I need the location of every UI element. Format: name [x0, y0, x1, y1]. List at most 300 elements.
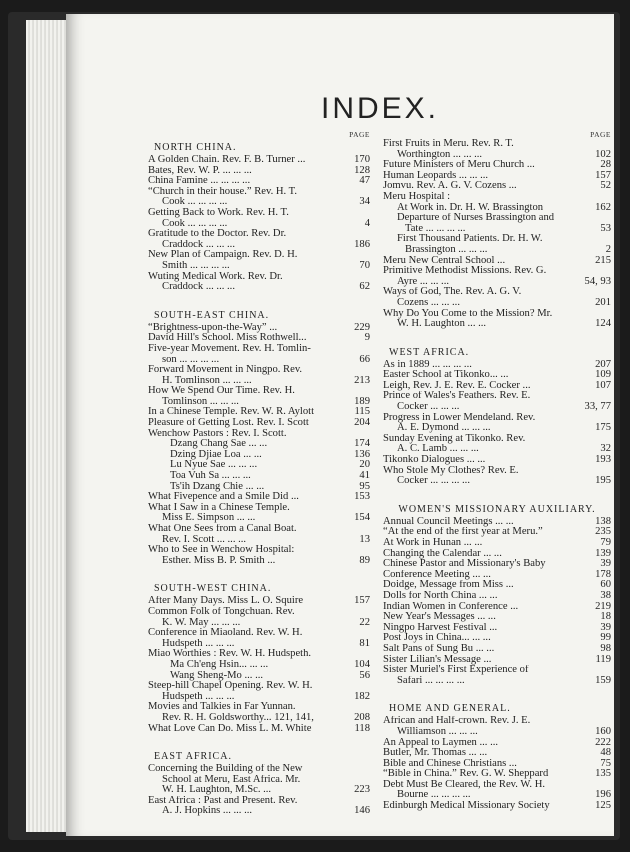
entry-title: Jomvu. Rev. A. G. V. Cozens ... [383, 181, 517, 192]
entry-title: Post Joys in China... ... ... [383, 633, 491, 644]
entry-page-number: 104 [354, 658, 370, 670]
index-entry [148, 649, 370, 660]
entry-page-number: 186 [354, 238, 370, 250]
index-entry [148, 197, 370, 208]
index-entry [383, 277, 611, 288]
section-spacer [383, 686, 611, 700]
entry-page-number: 48 [600, 747, 611, 759]
entry-title: Toa Vuh Sa ... ... ... [170, 471, 251, 482]
entry-title: Forward Movement in Ningpo. Rev. [148, 365, 303, 376]
entry-page-number: 9 [364, 332, 370, 344]
right-column [383, 130, 611, 812]
entry-title: New Plan of Campaign. Rev. D. H. [148, 250, 298, 261]
index-entry [148, 785, 370, 796]
index-entry [383, 759, 611, 770]
index-entry [148, 596, 370, 607]
index-entry [383, 623, 611, 634]
index-entry [383, 139, 611, 150]
entry-title: Miao Worthies : Rev. W. H. Hudspeth. [148, 649, 312, 660]
entry-page-number: 139 [595, 547, 611, 559]
entry-title: At Work in Hunan ... ... [383, 538, 483, 548]
entry-title: An Appeal to Laymen ... ... [383, 737, 499, 748]
entry-title: Who to See in Wenchow Hospital: [148, 545, 295, 556]
entry-title: What Love Can Do. Miss L. M. White [148, 723, 312, 734]
index-entry [148, 365, 370, 376]
index-entry [383, 570, 611, 581]
entry-title: W. H. Laughton ... ... [397, 319, 487, 330]
entry-title: Cook ... ... ... ... [162, 197, 228, 208]
entry-page-number: 102 [595, 148, 611, 160]
entry-page-number: 62 [359, 281, 370, 293]
index-entry [383, 444, 611, 455]
entry-title: Conference in Miaoland. Rev. W. H. [148, 628, 303, 639]
entry-title: Safari ... ... ... ... [397, 675, 465, 686]
index-entry [383, 455, 611, 466]
entry-title: Meru Hospital : [383, 191, 451, 202]
entry-title: Who Stole My Clothes? Rev. E. [383, 465, 519, 476]
entry-title: Ways of God, The. Rev. A. G. V. [383, 287, 522, 298]
entry-title: At Work in. Dr. H. W. Brassington [397, 202, 544, 213]
entry-page-number: 66 [359, 353, 370, 365]
index-entry [148, 513, 370, 524]
entry-title: First Thousand Patients. Dr. H. W. [397, 234, 543, 245]
index-entry [148, 764, 370, 775]
entry-page-number: 119 [595, 653, 611, 665]
entry-title: Smith ... ... ... ... [162, 260, 230, 271]
index-entry [148, 524, 370, 535]
entry-title: Rev. R. H. Goldsworthy... 121, 141, [162, 712, 314, 723]
entry-page-number: 229 [354, 321, 370, 333]
entry-title: Ts'ih Dzang Chie ... ... [170, 481, 265, 492]
page-column-label: PAGE [349, 130, 370, 139]
entry-title: A Golden Chain. Rev. F. B. Turner ... [148, 155, 306, 165]
entry-title: Cocker ... ... ... ... [397, 476, 470, 487]
index-entry [148, 692, 370, 703]
entry-title: son ... ... ... ... [162, 354, 220, 365]
index-entry [148, 166, 370, 177]
entry-title: Steep-hill Chapel Opening. Rev. W. H. [148, 681, 313, 692]
entry-page-number: 99 [600, 632, 611, 644]
index-entry [383, 580, 611, 591]
entry-page-number: 56 [359, 669, 370, 681]
index-entry [383, 150, 611, 161]
entry-page-number: 107 [595, 379, 611, 391]
index-entry [383, 466, 611, 477]
index-entry [383, 160, 611, 171]
index-entry [148, 535, 370, 546]
entry-page-number: 109 [595, 369, 611, 381]
entry-page-number: 193 [595, 454, 611, 466]
index-entry [383, 360, 611, 371]
entry-title: Common Folk of Tongchuan. Rev. [148, 606, 295, 617]
entry-title: Pleasure of Getting Lost. Rev. I. Scott [148, 418, 309, 429]
index-entry [383, 716, 611, 727]
index-entry [383, 559, 611, 570]
entry-title: Progress in Lower Mendeland. Rev. [383, 412, 536, 423]
page-title: INDEX. [320, 92, 440, 125]
index-entry [383, 527, 611, 538]
index-entry [383, 738, 611, 749]
entry-page-number: 223 [354, 784, 370, 796]
entry-page-number: 60 [600, 579, 611, 591]
entry-title: Conference Meeting ... ... [383, 569, 491, 580]
index-entry [148, 386, 370, 397]
index-entry [148, 229, 370, 240]
index-entry [383, 644, 611, 655]
index-entry [148, 796, 370, 807]
entry-page-number: 41 [359, 470, 370, 482]
index-entry [383, 602, 611, 613]
index-entry [383, 665, 611, 676]
entry-page-number: 175 [595, 422, 611, 434]
index-entry [383, 402, 611, 413]
entry-page-number: 79 [600, 537, 611, 548]
entry-title: Wuting Medical Work. Rev. Dr. [148, 271, 283, 282]
index-entry [383, 780, 611, 791]
entry-page-number: 159 [595, 674, 611, 686]
entry-title: East Africa : Past and Present. Rev. [148, 795, 298, 806]
index-entry [148, 187, 370, 198]
entry-title: Five-year Movement. Rev. H. Tomlin- [148, 343, 311, 354]
entry-title: As in 1889 ... ... ... ... [383, 359, 472, 370]
entry-page-number: 20 [359, 459, 370, 471]
entry-title: Movies and Talkies in Far Yunnan. [148, 702, 296, 713]
index-entry [383, 266, 611, 277]
entry-title: Bourne ... ... ... ... [397, 790, 471, 801]
entry-title: What I Saw in a Chinese Temple. [148, 502, 290, 513]
index-entry [148, 429, 370, 440]
section-heading: EAST AFRICA. [154, 751, 232, 763]
index-entry [148, 344, 370, 355]
section-spacer [148, 293, 370, 307]
index-page-content [140, 74, 620, 817]
index-entry [383, 549, 611, 560]
index-entry [148, 439, 370, 450]
entry-page-number: 182 [354, 690, 370, 702]
entry-title: Prince of Wales's Feathers. Rev. E. [383, 391, 531, 402]
section-spacer [148, 566, 370, 580]
entry-title: A. E. Dymond ... ... ... [397, 423, 491, 434]
entry-title: Meru New Central School ... [383, 255, 506, 266]
entry-page-number: 196 [595, 789, 611, 801]
entry-title: Human Leopards ... ... ... [383, 170, 489, 181]
index-entry [383, 633, 611, 644]
section-heading: HOME AND GENERAL. [389, 703, 511, 715]
index-entry [148, 460, 370, 471]
entry-page-number: 189 [354, 395, 370, 407]
entry-title: Primitive Methodist Missions. Rev. G. [383, 266, 547, 277]
index-entry [148, 639, 370, 650]
entry-page-number: 28 [600, 159, 611, 171]
entry-title: H. Tomlinson ... ... ... [162, 375, 252, 386]
entry-title: Hudspeth ... ... ... [162, 691, 235, 702]
entry-page-number: 170 [354, 154, 370, 165]
entry-page-number: 22 [359, 616, 370, 628]
entry-page-number: 213 [354, 374, 370, 386]
entry-title: Rev. I. Scott ... ... ... [162, 534, 247, 545]
index-entry [148, 503, 370, 514]
index-entry [383, 234, 611, 245]
entry-page-number: 13 [359, 533, 370, 545]
entry-page-number: 39 [600, 558, 611, 570]
index-entry [148, 806, 370, 817]
entry-page-number: 219 [595, 600, 611, 612]
entry-page-number: 32 [600, 443, 611, 455]
entry-page-number: 201 [595, 296, 611, 308]
entry-title: How We Spend Our Time. Rev. H. [148, 386, 295, 397]
entry-title: Craddock ... ... ... [162, 282, 235, 293]
index-entry [383, 224, 611, 235]
entry-title: New Year's Messages ... ... [383, 612, 496, 623]
index-entry [383, 769, 611, 780]
index-entry [383, 801, 611, 812]
entry-title: Williamson ... ... ... [397, 726, 478, 737]
entry-title: Annual Council Meetings ... ... [383, 516, 514, 527]
index-entry [383, 181, 611, 192]
entry-page-number: 54, 93 [584, 275, 611, 287]
entry-title: Wenchow Pastors : Rev. I. Scott. [148, 428, 287, 439]
page-column-label: PAGE [590, 130, 611, 139]
entry-title: What One Sees from a Canal Boat. [148, 524, 297, 534]
entry-page-number: 157 [354, 595, 370, 607]
index-entry [383, 298, 611, 309]
index-entry [383, 370, 611, 381]
entry-title: In a Chinese Temple. Rev. W. R. Aylott [148, 407, 315, 418]
entry-title: Miss E. Simpson ... ... [162, 513, 256, 524]
entry-page-number: 136 [354, 448, 370, 460]
entry-title: Dzing Djiae Loa ... ... [170, 449, 262, 460]
entry-title: Ningpo Harvest Festival ... [383, 622, 498, 633]
index-entry [148, 482, 370, 493]
entry-title: Brassington ... ... ... [405, 244, 488, 255]
index-entry [148, 607, 370, 618]
entry-title: Lu Nyue Sae ... ... ... [170, 460, 258, 471]
index-entry [148, 628, 370, 639]
index-entry [148, 219, 370, 230]
entry-title: Bible and Chinese Christians ... [383, 758, 517, 769]
index-entry [383, 171, 611, 182]
index-entry [148, 545, 370, 556]
entry-title: K. W. May ... ... ... [162, 617, 241, 628]
section-heading: WEST AFRICA. [389, 346, 470, 358]
entry-page-number: 4 [364, 217, 370, 229]
entry-page-number: 204 [354, 417, 370, 429]
entry-page-number: 222 [595, 736, 611, 748]
entry-page-number: 81 [359, 637, 370, 649]
entry-title: After Many Days. Miss L. O. Squire [148, 596, 304, 607]
entry-title: Craddock ... ... ... [162, 239, 235, 250]
entry-page-number: 75 [600, 757, 611, 769]
index-entry [148, 272, 370, 283]
index-entry [383, 538, 611, 549]
index-entry [148, 397, 370, 408]
entry-page-number: 53 [600, 222, 611, 234]
index-entry [383, 287, 611, 298]
section-heading: SOUTH-WEST CHINA. [154, 583, 272, 595]
entry-page-number: 89 [359, 554, 370, 566]
entry-page-number: 70 [359, 259, 370, 271]
entry-title: Sister Lilian's Message ... [383, 654, 492, 665]
index-entry [383, 213, 611, 224]
index-entry [148, 376, 370, 387]
index-entry [148, 282, 370, 293]
entry-title: Getting Back to Work. Rev. H. T. [148, 207, 289, 218]
entry-page-number: 118 [354, 722, 370, 734]
entry-page-number: 207 [595, 358, 611, 370]
section-heading: NORTH CHINA. [154, 142, 237, 153]
section-spacer [383, 487, 611, 501]
entry-page-number: 33, 77 [584, 401, 611, 413]
section-spacer [148, 734, 370, 748]
index-entry [148, 660, 370, 671]
section-heading: SOUTH-EAST CHINA. [154, 309, 270, 321]
section-heading: WOMEN'S MISSIONARY AUXILIARY. [398, 503, 596, 515]
index-entry [148, 250, 370, 261]
entry-title: Departure of Nurses Brassington and [397, 213, 555, 224]
entry-page-number: 124 [595, 318, 611, 330]
entry-page-number: 18 [600, 611, 611, 623]
entry-title: “At the end of the first year at Meru.” [383, 527, 543, 538]
entry-title: “Brightness-upon-the-Way” ... [148, 322, 278, 333]
entry-title: School at Meru, East Africa. Mr. [162, 774, 301, 785]
index-entry [148, 556, 370, 567]
entry-title: Salt Pans of Sung Bu ... ... [383, 643, 495, 654]
entry-page-number: 135 [595, 768, 611, 780]
index-entry [148, 471, 370, 482]
entry-page-number: 115 [354, 406, 370, 418]
entry-title: Sunday Evening at Tikonko. Rev. [383, 433, 526, 444]
index-entry [383, 381, 611, 392]
index-entry [383, 591, 611, 602]
index-entry [148, 681, 370, 692]
index-entry [383, 192, 611, 203]
index-entry [383, 309, 611, 320]
entry-page-number: 47 [359, 175, 370, 187]
entry-page-number: 138 [595, 515, 611, 527]
entry-title: Debt Must Be Cleared, the Rev. W. H. [383, 779, 546, 790]
entry-title: Sister Muriel's First Experience of [383, 665, 529, 676]
entry-title: Edinburgh Medical Missionary Society [383, 801, 550, 812]
entry-title: China Famine ... ... ... ... [148, 176, 251, 187]
entry-title: Hudspeth ... ... ... [162, 638, 235, 649]
entry-page-number: 178 [595, 568, 611, 580]
entry-title: Chinese Pastor and Missionary's Baby [383, 559, 546, 570]
index-entry [148, 671, 370, 682]
entry-title: Worthington ... ... ... [397, 149, 483, 160]
entry-page-number: 235 [595, 526, 611, 538]
entry-title: Indian Women in Conference ... [383, 601, 519, 612]
entry-title: Wang Sheng-Mo ... ... [170, 670, 264, 681]
entry-title: Bates, Rev. W. P. ... ... ... [148, 165, 252, 176]
entry-title: Why Do You Come to the Mission? Mr. [383, 308, 553, 319]
section-spacer [383, 330, 611, 344]
index-entry [148, 407, 370, 418]
index-entry [383, 391, 611, 402]
entry-title: Gratitude to the Doctor. Rev. Dr. [148, 229, 287, 240]
index-entry [148, 261, 370, 272]
entry-title: W. H. Laughton, M.Sc. ... [162, 785, 272, 796]
index-entry [383, 256, 611, 267]
entry-page-number: 146 [354, 805, 370, 817]
entry-title: A. C. Lamb ... ... ... [397, 444, 479, 455]
entry-title: Future Ministers of Meru Church ... [383, 160, 535, 171]
entry-title: Butler, Mr. Thomas ... ... [383, 748, 488, 759]
entry-page-number: 98 [600, 642, 611, 654]
entry-title: Tomlinson ... ... ... [162, 396, 239, 407]
entry-title: Doidge, Message from Miss ... [383, 580, 514, 591]
entry-page-number: 157 [595, 169, 611, 181]
entry-page-number: 128 [354, 164, 370, 176]
index-entry [383, 655, 611, 666]
entry-page-number: 153 [354, 491, 370, 503]
entry-page-number: 52 [600, 180, 611, 192]
index-entry [148, 323, 370, 334]
entry-title: First Fruits in Meru. Rev. R. T. [383, 139, 514, 149]
index-entry [383, 748, 611, 759]
entry-title: Cocker ... ... ... [397, 402, 460, 413]
entry-page-number: 162 [595, 201, 611, 213]
index-entry [383, 319, 611, 330]
entry-title: Leigh, Rev. J. E. Rev. E. Cocker ... [383, 380, 531, 391]
entry-title: Tate ... ... ... ... [405, 223, 466, 234]
entry-page-number: 208 [354, 711, 370, 723]
entry-title: Concerning the Building of the New [148, 764, 303, 775]
entry-page-number: 39 [600, 621, 611, 633]
left-column [148, 130, 370, 817]
index-entry [148, 450, 370, 461]
index-entry [148, 713, 370, 724]
entry-title: Cook ... ... ... ... [162, 218, 228, 229]
entry-title: Dolls for North China ... ... [383, 590, 498, 601]
index-entry [148, 618, 370, 629]
index-entry [383, 612, 611, 623]
index-entry [148, 492, 370, 503]
index-entry [148, 355, 370, 366]
index-entry [148, 418, 370, 429]
index-entry [383, 203, 611, 214]
index-entry [383, 476, 611, 487]
index-entry [383, 790, 611, 801]
entry-title: What Fivepence and a Smile Did ... [148, 492, 299, 503]
entry-title: David Hill's School. Miss Rothwell... [148, 333, 307, 344]
index-entry [383, 676, 611, 687]
index-entry [148, 155, 370, 166]
entry-page-number: 154 [354, 512, 370, 524]
entry-page-number: 174 [354, 438, 370, 450]
index-entry [383, 517, 611, 528]
entry-title: Dzang Chang Sae ... ... [170, 439, 268, 450]
entry-title: A. J. Hopkins ... ... ... [162, 806, 253, 817]
index-entry [383, 245, 611, 256]
entry-page-number: 195 [595, 475, 611, 487]
entry-title: Easter School at Tikonko... ... [383, 370, 509, 381]
entry-title: Ayre ... ... ... [397, 276, 449, 287]
index-entry [148, 208, 370, 219]
entry-page-number: 95 [359, 480, 370, 492]
index-entry [148, 333, 370, 344]
entry-title: Cozens ... ... ... [397, 297, 460, 308]
index-entry [383, 727, 611, 738]
index-entry [148, 702, 370, 713]
index-entry [148, 775, 370, 786]
entry-title: Tikonko Dialogues ... ... [383, 455, 486, 466]
entry-page-number: 34 [359, 196, 370, 208]
index-entry [383, 434, 611, 445]
index-entry [148, 724, 370, 735]
index-entry [383, 423, 611, 434]
index-entry [148, 240, 370, 251]
index-entry [383, 413, 611, 424]
